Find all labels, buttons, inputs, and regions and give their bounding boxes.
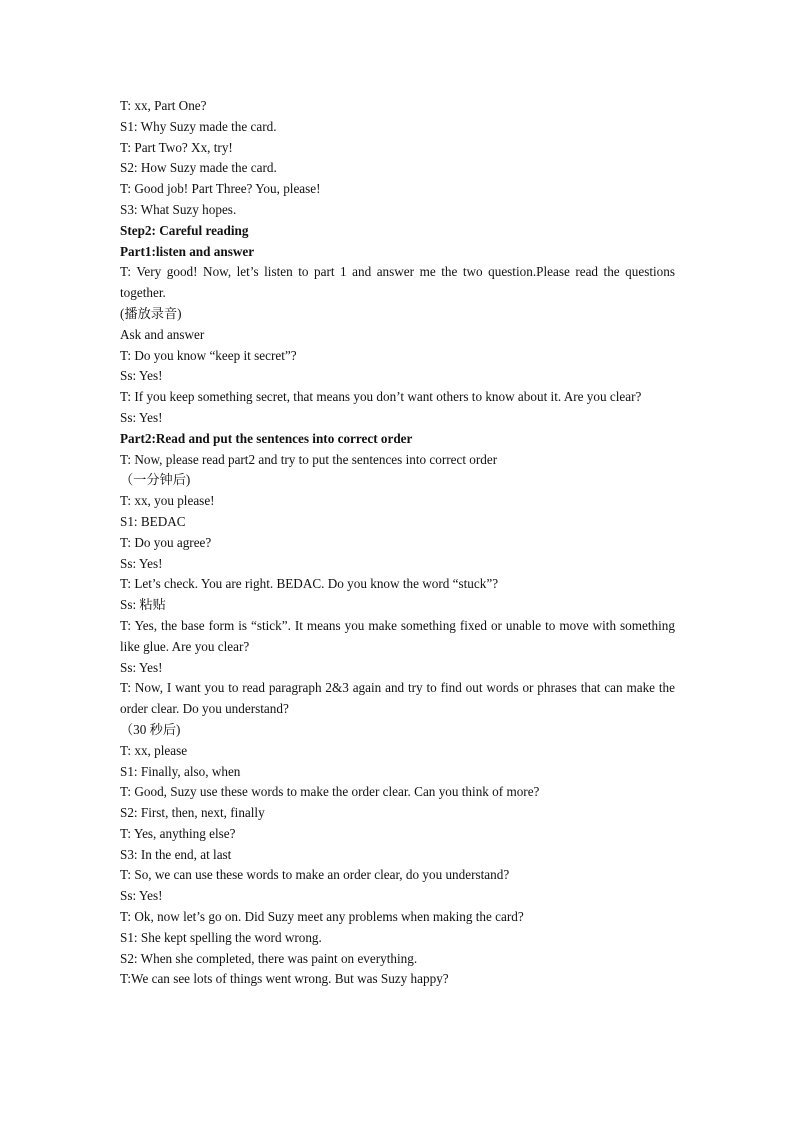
stage-note: (播放录音) xyxy=(120,305,182,321)
dialogue-line: T: xx, Part One? xyxy=(120,98,207,113)
dialogue-paragraph: T: Now, I want you to read paragraph 2&3 again and try to find out words or phrases that can make the order clear. Do you understand? xyxy=(120,680,675,717)
dialogue-line: T: xx, you please! xyxy=(120,493,215,509)
dialogue-line: Ss: Yes! xyxy=(120,409,163,425)
dialogue-line: T: Let’s check. You are right. BEDAC. Do you know the word “stuck”? xyxy=(120,576,499,592)
dialogue-line: T: Do you agree? xyxy=(120,534,212,550)
lesson-transcript xyxy=(120,96,675,990)
stage-note: （30 秒后) xyxy=(120,721,181,737)
dialogue-line: T: Good, Suzy use these words to make the order clear. Can you think of more? xyxy=(120,784,540,800)
step-heading: Step2: Careful reading xyxy=(120,222,249,238)
dialogue-line: S2: When she completed, there was paint on everything. xyxy=(120,950,418,966)
dialogue-line: S3: In the end, at last xyxy=(120,846,232,862)
dialogue-line: Ss: Yes! xyxy=(120,368,163,384)
dialogue-line: S1: Finally, also, when xyxy=(120,763,241,779)
dialogue-paragraph: T: If you keep something secret, that means you don’t want others to know about it. Are you clear? xyxy=(120,389,642,405)
dialogue-line: T: Part Two? Xx, try! xyxy=(120,139,233,155)
dialogue-line: Ss: Yes! xyxy=(120,888,163,904)
dialogue-paragraph: T: Yes, the base form is “stick”. It means you make something fixed or unable to move with something like glue. Are you clear? xyxy=(120,617,675,654)
part-heading: Part1:listen and answer xyxy=(120,243,255,259)
dialogue-line: T: Ok, now let’s go on. Did Suzy meet any problems when making the card? xyxy=(120,909,524,925)
stage-note: （一分钟后) xyxy=(120,472,191,488)
dialogue-line: Ss: 粘贴 xyxy=(120,597,166,613)
dialogue-line: S2: First, then, next, finally xyxy=(120,805,265,821)
dialogue-line: Ss: Yes! xyxy=(120,659,163,675)
dialogue-line: S1: She kept spelling the word wrong. xyxy=(120,929,322,945)
dialogue-line: T: Now, please read part2 and try to put the sentences into correct order xyxy=(120,451,498,467)
dialogue-line: S1: Why Suzy made the card. xyxy=(120,118,277,134)
dialogue-line: Ss: Yes! xyxy=(120,555,163,571)
dialogue-paragraph: T: Very good! Now, let’s listen to part 1 and answer me the two question.Please read the questions together. xyxy=(120,264,675,301)
dialogue-line: S1: BEDAC xyxy=(120,513,186,529)
dialogue-line: S3: What Suzy hopes. xyxy=(120,201,237,217)
dialogue-line: S2: How Suzy made the card. xyxy=(120,160,277,176)
dialogue-line: T: So, we can use these words to make an order clear, do you understand? xyxy=(120,867,510,883)
part-heading: Part2:Read and put the sentences into correct order xyxy=(120,430,413,446)
dialogue-line: T: Yes, anything else? xyxy=(120,825,236,841)
activity-label: Ask and answer xyxy=(120,326,205,342)
dialogue-line: T:We can see lots of things went wrong. But was Suzy happy? xyxy=(120,971,449,987)
dialogue-line: T: Do you know “keep it secret”? xyxy=(120,347,297,363)
dialogue-line: T: Good job! Part Three? You, please! xyxy=(120,181,321,197)
dialogue-line: T: xx, please xyxy=(120,742,188,758)
